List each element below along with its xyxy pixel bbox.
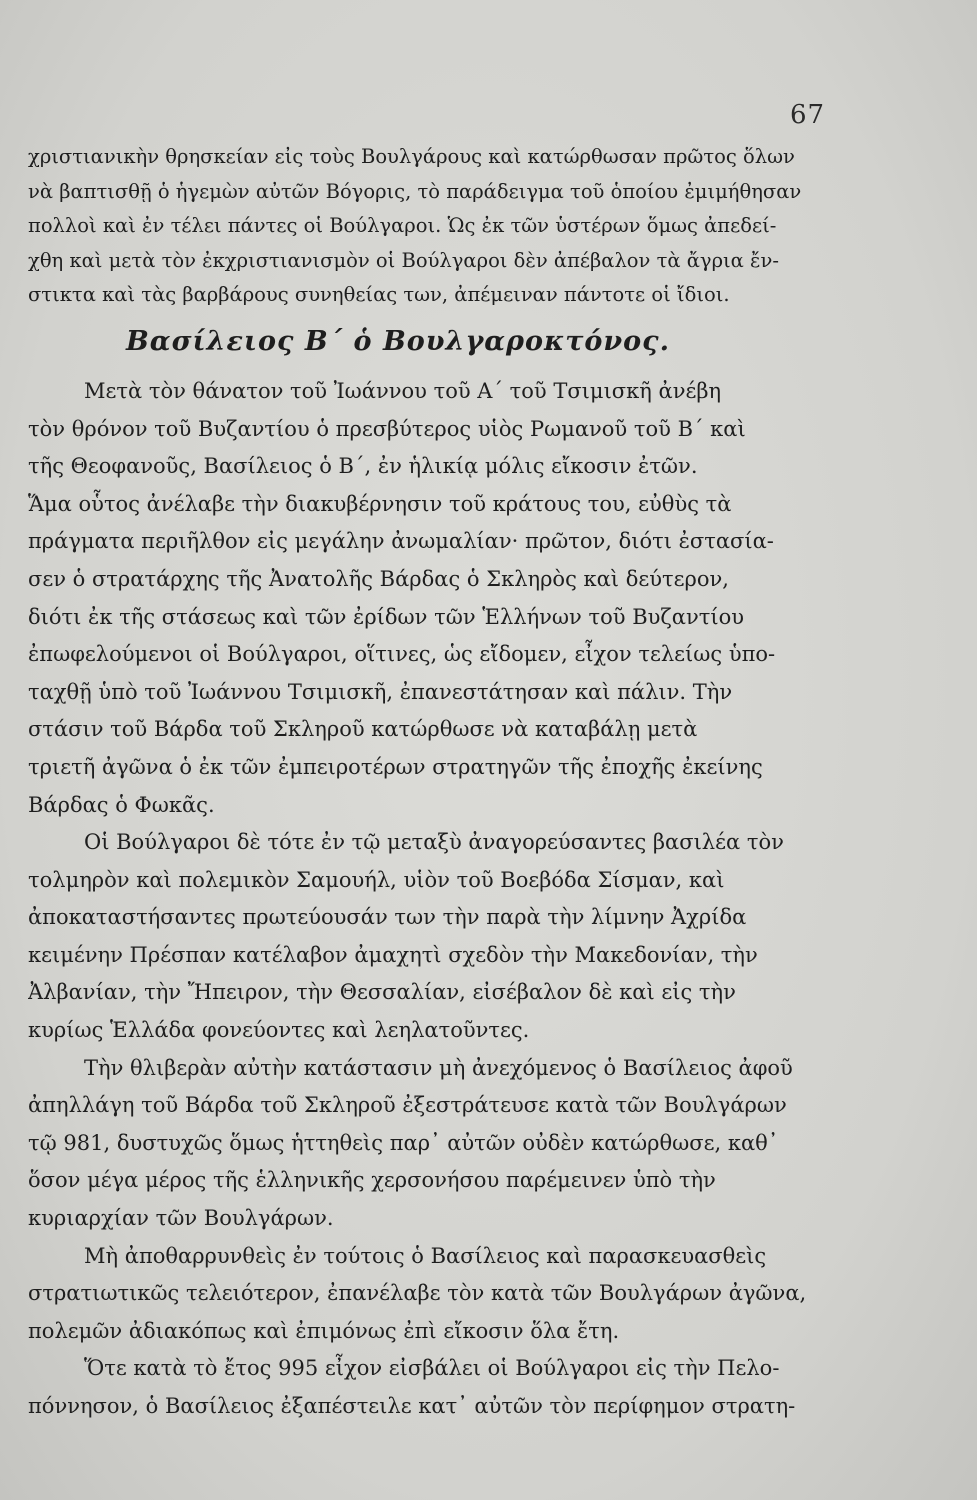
text-line: πολλοὶ καὶ ἐν τέλει πάντες οἱ Βούλγαροι. Ὡς ἐκ τῶν ὑστέρων ὅμως ἀπεδεί- bbox=[28, 214, 777, 238]
text-line: νὰ βαπτισθῇ ὁ ἡγεμὼν αὐτῶν Βόγορις, τὸ παράδειγμα τοῦ ὁποίου ἐμιμήθησαν bbox=[28, 179, 802, 203]
text-line: ἀπηλλάγη τοῦ Βάρδα τοῦ Σκληροῦ ἐξεστράτευσε κατὰ τῶν Βουλγάρων bbox=[28, 1093, 787, 1118]
page-number: 67 bbox=[790, 100, 826, 130]
text-line: χθη καὶ μετὰ τὸν ἐκχριστιανισμὸν οἱ Βούλγαροι δὲν ἀπέβαλον τὰ ἄγρια ἔν- bbox=[28, 248, 779, 272]
text-line: τῆς Θεοφανοῦς, Βασίλειος ὁ Β΄, ἐν ἡλικίᾳ μόλις εἴκοσιν ἐτῶν. bbox=[28, 454, 698, 479]
text-line: στικτα καὶ τὰς βαρβάρους συνηθείας των, ἀπέμειναν πάντοτε οἱ ἴδιοι. bbox=[28, 283, 730, 307]
text-line: τολμηρὸν καὶ πολεμικὸν Σαμουήλ, υἱὸν τοῦ Βοεβόδα Σίσμαν, καὶ bbox=[28, 867, 725, 892]
text-line: πολεμῶν ἀδιακόπως καὶ ἐπιμόνως ἐπὶ εἴκοσιν ὅλα ἔτη. bbox=[28, 1318, 620, 1343]
text-line: Μὴ ἀποθαρρυνθεὶς ἐν τούτοις ὁ Βασίλειος καὶ παρασκευασθεὶς bbox=[84, 1243, 767, 1268]
text-line: Μετὰ τὸν θάνατον τοῦ Ἰωάννου τοῦ Α΄ τοῦ Τσιμισκῆ ἀνέβη bbox=[84, 378, 722, 403]
text-line: Ὅτε κατὰ τὸ ἔτος 995 εἶχον εἰσβάλει οἱ Βούλγαροι εἰς τὴν Πελο- bbox=[84, 1356, 780, 1381]
text-line: τῷ 981, δυστυχῶς ὅμως ἡττηθεὶς παρ᾽ αὐτῶν οὐδὲν κατώρθωσε, καθ᾽ bbox=[28, 1130, 779, 1155]
text-line: κυριαρχίαν τῶν Βουλγάρων. bbox=[28, 1206, 334, 1231]
text-line: χριστιανικὴν θρησκείαν εἰς τοὺς Βουλγάρους καὶ κατώρθωσαν πρῶτος ὅλων bbox=[28, 145, 795, 168]
text-block bbox=[28, 140, 828, 1426]
text-line: Οἱ Βούλγαροι δὲ τότε ἐν τῷ μεταξὺ ἀναγορεύσαντες βασιλέα τὸν bbox=[84, 830, 784, 855]
text-line: ἐπωφελούμενοι οἱ Βούλγαροι, οἵτινες, ὡς εἴδομεν, εἶχον τελείως ὑπο- bbox=[28, 642, 776, 667]
text-line: τὸν θρόνον τοῦ Βυζαντίου ὁ πρεσβύτερος υἱὸς Ρωμανοῦ τοῦ Β΄ καὶ bbox=[28, 416, 746, 441]
text-line: πόννησον, ὁ Βασίλειος ἐξαπέστειλε κατ᾽ αὐτῶν τὸν περίφημον στρατη- bbox=[28, 1394, 796, 1418]
text-line: διότι ἐκ τῆς στάσεως καὶ τῶν ἐρίδων τῶν Ἑλλήνων τοῦ Βυζαντίου bbox=[28, 604, 744, 629]
text-line: τριετῆ ἀγῶνα ὁ ἐκ τῶν ἐμπειροτέρων στρατηγῶν τῆς ἐποχῆς ἐκείνης bbox=[28, 754, 763, 779]
text-line: κυρίως Ἑλλάδα φονεύοντες καὶ λεηλατοῦντες. bbox=[28, 1018, 530, 1043]
text-line: στρατιωτικῶς τελειότερον, ἐπανέλαβε τὸν κατὰ τῶν Βουλγάρων ἀγῶνα, bbox=[28, 1281, 807, 1306]
section-heading: Βασίλειος Β΄ ὁ Βουλγαροκτόνος. bbox=[125, 325, 670, 357]
text-line: κειμένην Πρέσπαν κατέλαβον ἀμαχητὶ σχεδὸν τὴν Μακεδονίαν, τὴν bbox=[28, 942, 758, 967]
body-text bbox=[28, 373, 828, 1426]
text-line: ὅσον μέγα μέρος τῆς ἑλληνικῆς χερσονήσου παρέμεινεν ὑπὸ τὴν bbox=[28, 1168, 716, 1193]
intro-paragraph bbox=[28, 140, 828, 313]
text-line: Ἀλβανίαν, τὴν Ἤπειρον, τὴν Θεσσαλίαν, εἰσέβαλον δὲ καὶ εἰς τὴν bbox=[28, 980, 736, 1005]
text-line: Βάρδας ὁ Φωκᾶς. bbox=[28, 792, 215, 817]
text-line: πράγματα περιῆλθον εἰς μεγάλην ἀνωμαλίαν· πρῶτον, διότι ἐστασία- bbox=[28, 529, 774, 554]
text-line: ταχθῇ ὑπὸ τοῦ Ἰωάννου Τσιμισκῆ, ἐπανεστάτησαν καὶ πάλιν. Τὴν bbox=[28, 679, 733, 704]
text-line: ἀποκαταστήσαντες πρωτεύουσάν των τὴν παρὰ τὴν λίμνην Ἀχρίδα bbox=[28, 905, 747, 930]
text-line: Ἅμα οὗτος ἀνέλαβε τὴν διακυβέρνησιν τοῦ κράτους του, εὐθὺς τὰ bbox=[28, 491, 732, 516]
text-line: Τὴν θλιβερὰν αὐτὴν κατάστασιν μὴ ἀνεχόμενος ὁ Βασίλειος ἀφοῦ bbox=[84, 1055, 793, 1080]
text-line: στάσιν τοῦ Βάρδα τοῦ Σκληροῦ κατώρθωσε νὰ καταβάλῃ μετὰ bbox=[28, 717, 698, 742]
text-line: σεν ὁ στρατάρχης τῆς Ἀνατολῆς Βάρδας ὁ Σκληρὸς καὶ δεύτερον, bbox=[28, 566, 729, 591]
